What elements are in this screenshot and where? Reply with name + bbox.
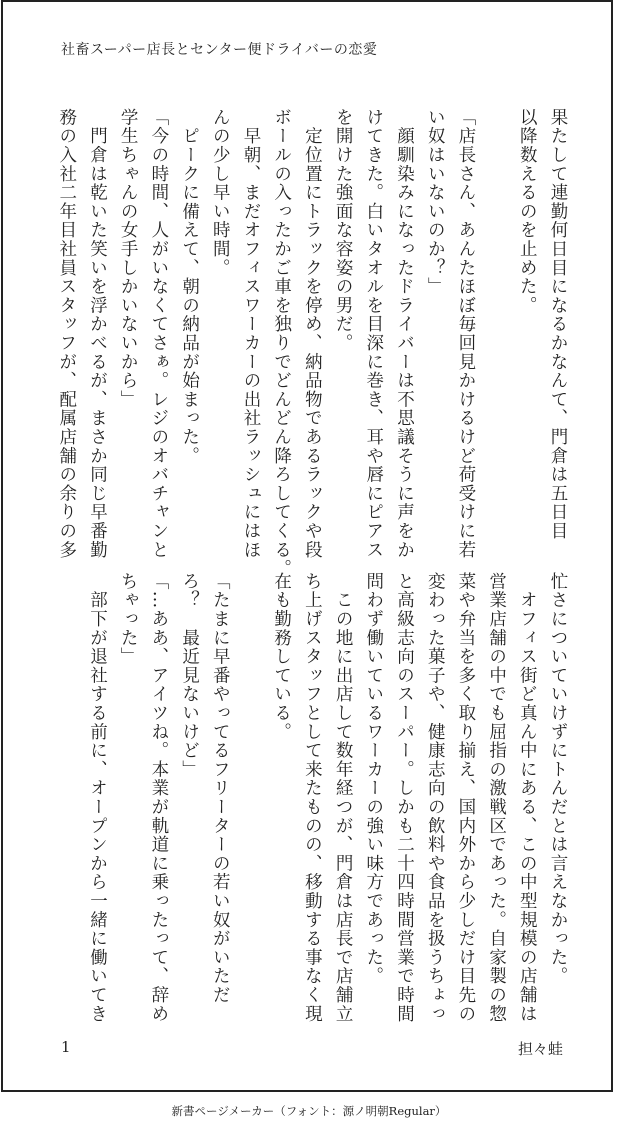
vertical-text-upper-block: 果たして連勤何日目になるかなんて、門倉は五日目 以降数えるのを止めた。 「店長さん、あんたほぼ毎回見かけるけど荷受けに若 い奴はいないのか？」 顔馴染みになったドライバーは不思議そうに声をか けてきた。白いタオルを目深に巻き、耳や唇にピアス を開けた強面な容姿の男だ。 定位置にトラックを停め、納品物であるラックや段 ボールの入ったかご車を独りでどんどん降ろしてくる。 早朝、まだオフィスワーカーの出社ラッシュにはほ んの少し早い時間。 ピークに備えて、朝の納品が始まった。 「今の時間、人がいなくてさぁ。レジのオバチャンと 学生ちゃんの女手しかいないから」 門倉は乾いた笑いを浮かべるが、まさか同じ早番勤 務の入社二年目社員スタッフが、配属店舗の余りの多: [56, 108, 568, 578]
book-page: [1, 0, 613, 1092]
author-name: 担々蛙: [518, 1040, 564, 1058]
page-number: 1: [61, 1038, 71, 1056]
vertical-text-lower-block: 忙さについていけずにトんだとは言えなかった。 オフィス街ど真ん中にある、この中型規模の店舗は 営業店舗の中でも屈指の激戦区であった。自家製の惣 菜や弁当を多く取り揃え、国内外から少しだけ目先の 変わった菓子や、健康志向の飲料や食品を扱うちょっ と高級志向のスーパー。しかも二十四時間営業で時間 問わず働いているワーカーの強い味方であった。 この地に出店して数年経つが、門倉は店長で店舗立 ち上げスタッフとして来たものの、移動する事なく現 在も勤務している。 「たまに早番やってるフリーターの若い奴がいただ ろ？ 最近見ないけど」 「…ああ、アイツね。本業が軌道に乗ったって、辞め ちゃった」 部下が退社する前に、オープンから一緒に働いてき: [87, 572, 568, 1024]
generator-caption: 新書ページメーカー（フォント：源ノ明朝Regular）: [171, 1104, 447, 1118]
page-title: 社畜スーパー店長とセンター便ドライバーの恋愛: [61, 42, 378, 58]
